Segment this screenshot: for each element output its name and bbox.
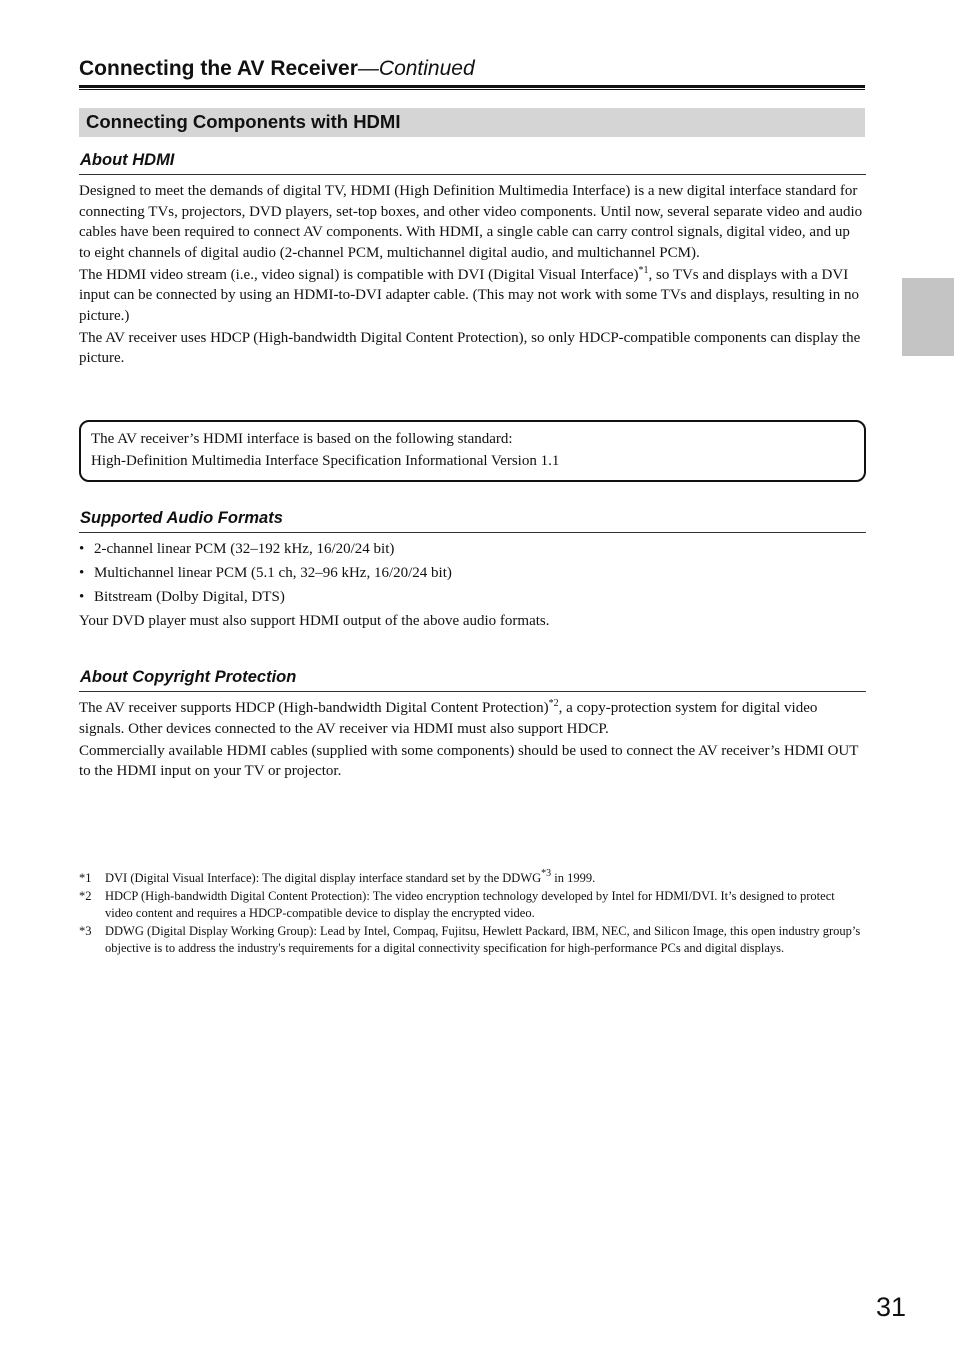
copyright-heading: About Copyright Protection	[79, 667, 866, 692]
page-header-title: Connecting the AV Receiver	[79, 57, 358, 80]
footnote-1	[79, 870, 865, 888]
about-hdmi-paragraph-3: The AV receiver uses HDCP (High-bandwidth Digital Content Protection), so only HDCP-compatible components can display the picture.	[79, 329, 861, 366]
section-title: Connecting Components with HDMI	[86, 111, 401, 132]
copyright-p1-text: The AV receiver supports HDCP (High-bandwidth Digital Content Protection)	[79, 700, 549, 716]
copyright-body	[79, 698, 865, 783]
audio-formats-list	[79, 537, 865, 609]
footnote-text: DDWG (Digital Display Working Group): Lead by Intel, Compaq, Fujitsu, Hewlett Packard, IBM, NEC, and Silicon Image, this open industry group’s objective is to address the industry's requirements for a digital connectivity specification for high-performance PCs and digital displays.	[105, 923, 861, 955]
footnote-2	[79, 888, 865, 923]
footnote-ref-1: *1	[638, 264, 649, 276]
footnote-mark: *2	[79, 888, 92, 903]
footnote-text	[105, 870, 865, 888]
about-hdmi-paragraph-2	[79, 265, 865, 327]
header-rule	[79, 85, 865, 90]
page-header-continued: —Continued	[357, 57, 475, 80]
section-title-bar	[79, 108, 865, 137]
footnote-1-text-cont: in 1999.	[551, 871, 596, 885]
copyright-paragraph-1	[79, 698, 865, 739]
note-line-2: High-Definition Multimedia Interface Specification Informational Version 1.1	[91, 453, 560, 469]
list-item: • Bitstream (Dolby Digital, DTS)	[79, 585, 865, 609]
copyright-p1-text-cont: , a copy-protection system for digital video signals. Other devices connected to the AV receiver via HDMI must also support HDCP.	[79, 700, 818, 737]
footnote-1-text: DVI (Digital Visual Interface): The digital display interface standard set by the DDWG	[105, 871, 542, 885]
standard-note-box	[79, 420, 866, 482]
footnote-ref-2: *2	[548, 698, 559, 709]
page-header	[79, 56, 865, 82]
footnote-ref-3: *3	[541, 868, 552, 879]
audio-formats-note: Your DVD player must also support HDMI output of the above audio formats.	[79, 613, 550, 629]
footnote-mark: *1	[79, 871, 92, 885]
list-item: • Multichannel linear PCM (5.1 ch, 32–96 kHz, 16/20/24 bit)	[79, 561, 865, 585]
list-item: • 2-channel linear PCM (32–192 kHz, 16/20/24 bit)	[79, 537, 865, 561]
about-hdmi-p2-text: The HDMI video stream (i.e., video signal) is compatible with DVI (Digital Visual Interface)	[79, 266, 639, 283]
audio-formats-body	[79, 537, 865, 635]
footnotes	[79, 870, 865, 958]
audio-formats-heading: Supported Audio Formats	[79, 508, 866, 533]
side-tab-marker	[902, 278, 954, 356]
note-line-1: The AV receiver’s HDMI interface is based on the following standard:	[91, 431, 513, 447]
footnote-3	[79, 923, 865, 958]
copyright-paragraph-2: Commercially available HDMI cables (supplied with some components) should be used to connect the AV receiver’s HDMI OUT to the HDMI input on your TV or projector.	[79, 742, 859, 779]
footnote-text: HDCP (High-bandwidth Digital Content Protection): The video encryption technology developed by Intel for HDMI/DVI. It’s designed to protect video content and requires a HDCP-compatible device to display the encrypted video.	[105, 888, 835, 920]
about-hdmi-paragraph-1: Designed to meet the demands of digital TV, HDMI (High Definition Multimedia Interface) is a new digital interface standard for connecting TVs, projectors, DVD players, set-top boxes, and other video components. Until now, several separate video and audio cables have been required to connect AV components. With HDMI, a single cable can carry control signals, digital video, and up to eight channels of digital audio (2-channel PCM, multichannel digital audio, and multichannel PCM).	[79, 183, 863, 261]
page-number: 31	[875, 1292, 906, 1322]
about-hdmi-p2-text-cont: , so TVs and displays with a DVI input can be connected by using an HDMI-to-DVI adapter cable. (This may not work with some TVs and displays, resulting in no picture.)	[79, 266, 859, 324]
about-hdmi-heading: About HDMI	[79, 150, 866, 175]
about-hdmi-body	[79, 181, 865, 370]
footnote-mark: *3	[79, 923, 92, 938]
